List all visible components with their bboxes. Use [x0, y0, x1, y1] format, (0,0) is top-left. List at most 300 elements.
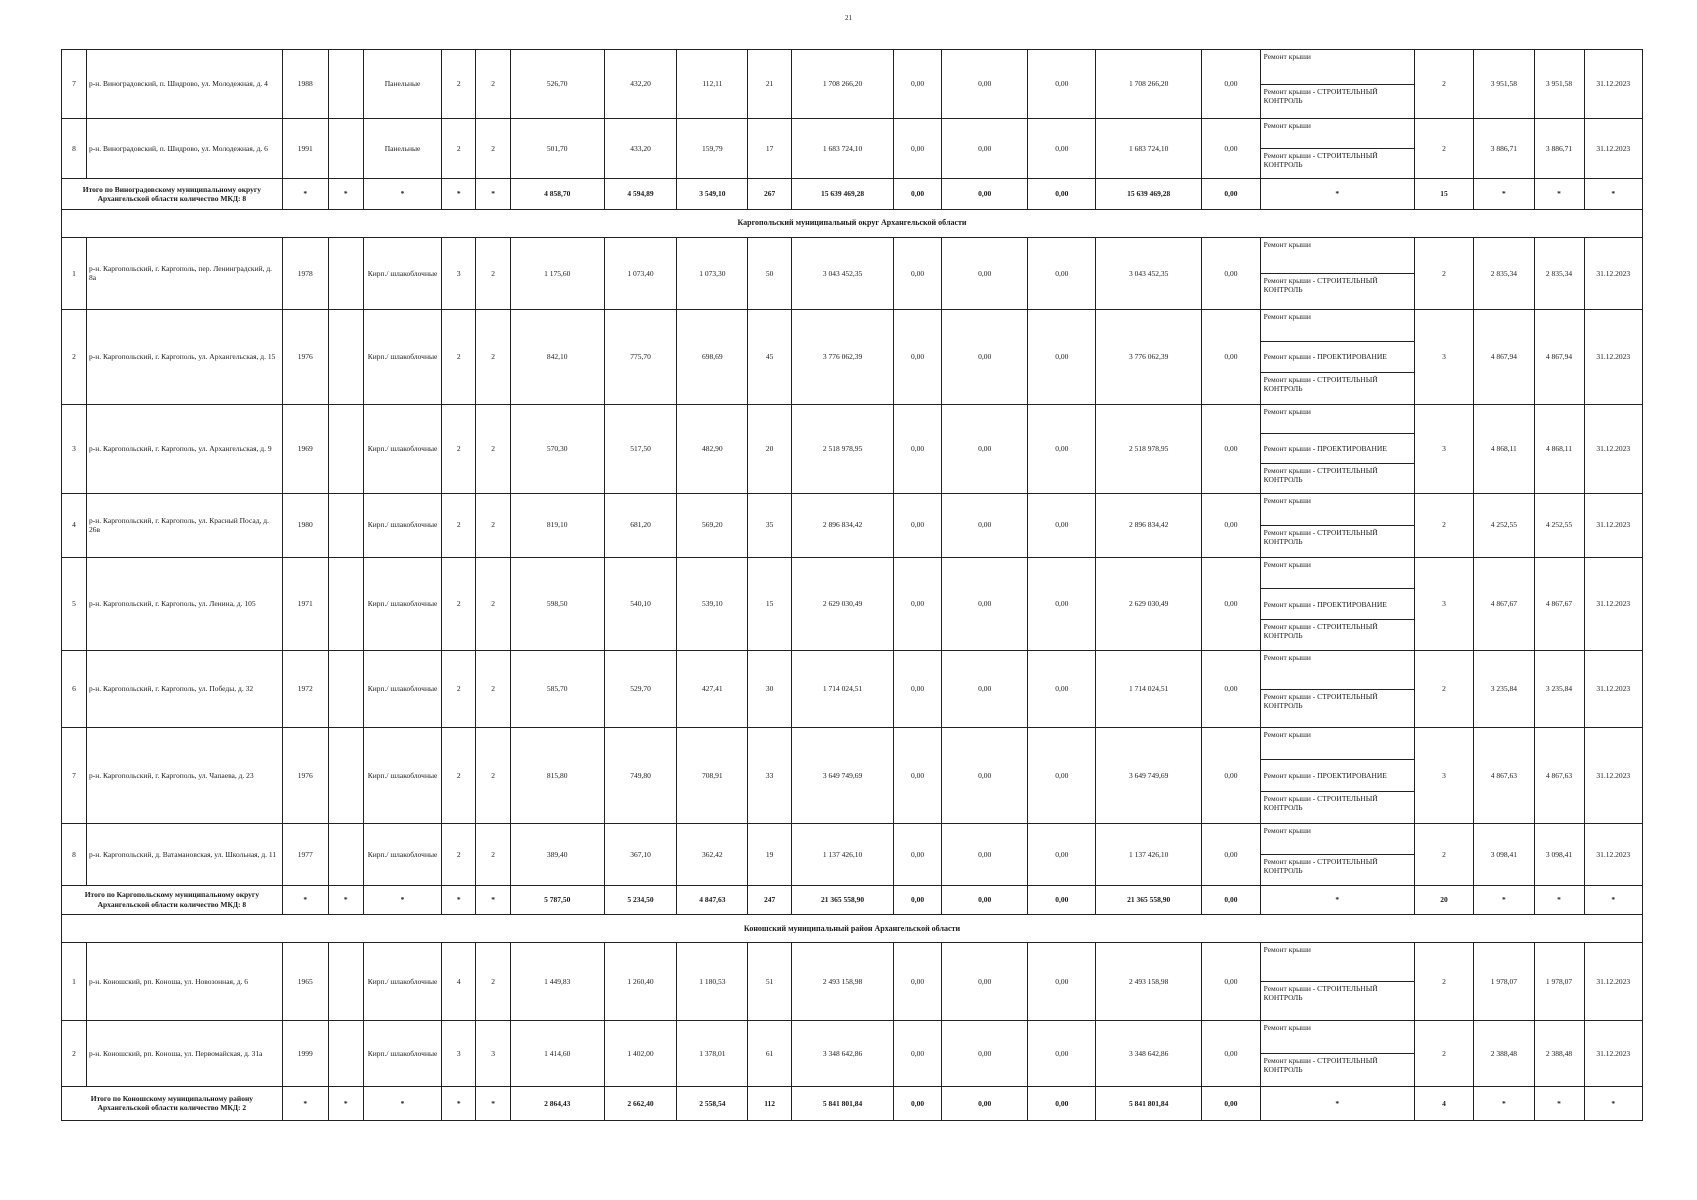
- table-row: [62, 651, 1643, 727]
- area-total-cell: 598,50: [510, 557, 604, 651]
- total-entrances: *: [476, 885, 510, 914]
- work-item: Ремонт крыши - СТРОИТЕЛЬНЫЙ КОНТРОЛЬ: [1261, 619, 1414, 650]
- unit1-cell: 3 951,58: [1474, 50, 1534, 119]
- work-item: Ремонт крыши - СТРОИТЕЛЬНЫЙ КОНТРОЛЬ: [1261, 981, 1414, 1020]
- residents-cell: 33: [748, 727, 792, 823]
- cost-total-cell: 2 896 834,42: [792, 493, 894, 557]
- total-cost-f2: 0,00: [941, 1086, 1027, 1120]
- cost-f3-cell: 0,00: [1028, 119, 1096, 179]
- cost-f3-cell: 0,00: [1028, 404, 1096, 493]
- date-cell: 31.12.2023: [1584, 237, 1642, 309]
- table-row: [62, 50, 1643, 119]
- wall-cell: Панельные: [364, 50, 442, 119]
- total-unit2: *: [1534, 178, 1584, 209]
- area-living-cell: 432,20: [604, 50, 677, 119]
- area-total-cell: 815,80: [510, 727, 604, 823]
- works-cell: [1260, 943, 1414, 1020]
- cost-total-cell: 1 683 724,10: [792, 119, 894, 179]
- unit1-cell: 4 867,63: [1474, 727, 1534, 823]
- area-total-cell: 819,10: [510, 493, 604, 557]
- work-item: Ремонт крыши: [1263, 825, 1311, 835]
- total-unit1: *: [1474, 178, 1534, 209]
- work-item: Ремонт крыши - СТРОИТЕЛЬНЫЙ КОНТРОЛЬ: [1261, 463, 1414, 493]
- works-cell: [1260, 493, 1414, 557]
- work-item: Ремонт крыши - СТРОИТЕЛЬНЫЙ КОНТРОЛЬ: [1261, 372, 1414, 404]
- area-living-cell: 1 402,00: [604, 1020, 677, 1086]
- cost-f4-cell: 2 896 834,42: [1096, 493, 1202, 557]
- area-res-cell: 1 378,01: [677, 1020, 748, 1086]
- cost-total-cell: 1 137 426,10: [792, 823, 894, 885]
- works-list: [1261, 728, 1414, 823]
- total-unit1: *: [1474, 885, 1534, 914]
- area-total-cell: 585,70: [510, 651, 604, 727]
- year-cell: 1991: [282, 119, 328, 179]
- work-item: Ремонт крыши: [1263, 121, 1311, 131]
- area-living-cell: 540,10: [604, 557, 677, 651]
- cost-f5-cell: 0,00: [1202, 1020, 1260, 1086]
- year-cell: 1978: [282, 237, 328, 309]
- works-cell: [1260, 557, 1414, 651]
- cost-f5-cell: 0,00: [1202, 50, 1260, 119]
- total-entrances: *: [476, 1086, 510, 1120]
- work-item: Ремонт крыши - СТРОИТЕЛЬНЫЙ КОНТРОЛЬ: [1261, 854, 1414, 885]
- year2-cell: [328, 823, 363, 885]
- count-cell: 2: [1414, 119, 1473, 179]
- total-cost-total: 5 841 801,84: [792, 1086, 894, 1120]
- area-res-cell: 427,41: [677, 651, 748, 727]
- area-res-cell: 1 073,30: [677, 237, 748, 309]
- row-number: 7: [62, 727, 87, 823]
- unit1-cell: 3 235,84: [1474, 651, 1534, 727]
- unit1-cell: 2 388,48: [1474, 1020, 1534, 1086]
- total-unit1: *: [1474, 1086, 1534, 1120]
- works-list: [1261, 238, 1414, 309]
- floors-cell: 2: [442, 651, 476, 727]
- works-list: [1261, 943, 1414, 1019]
- work-item: Ремонт крыши - ПРОЕКТИРОВАНИЕ: [1261, 759, 1414, 791]
- total-unit2: *: [1534, 885, 1584, 914]
- total-cost-f1: 0,00: [894, 1086, 942, 1120]
- year2-cell: [328, 119, 363, 179]
- cost-total-cell: 3 348 642,86: [792, 1020, 894, 1086]
- total-residents: 247: [748, 885, 792, 914]
- total-row: [62, 1086, 1643, 1120]
- address-cell: р-н. Каргопольский, г. Каргополь, ул. Архангельская, д. 15: [86, 309, 282, 404]
- total-wall: *: [364, 885, 442, 914]
- total-floors: *: [442, 178, 476, 209]
- floors-cell: 2: [442, 727, 476, 823]
- cost-f3-cell: 0,00: [1028, 1020, 1096, 1086]
- cost-f5-cell: 0,00: [1202, 309, 1260, 404]
- year-cell: 1971: [282, 557, 328, 651]
- cost-f1-cell: 0,00: [894, 557, 942, 651]
- total-date: *: [1584, 885, 1642, 914]
- table-row: [62, 823, 1643, 885]
- entrances-cell: 2: [476, 651, 510, 727]
- wall-cell: Кирп./ шлакоблочные: [364, 557, 442, 651]
- total-area-res: 3 549,10: [677, 178, 748, 209]
- unit2-cell: 3 235,84: [1534, 651, 1584, 727]
- work-item: Ремонт крыши: [1263, 311, 1311, 321]
- unit2-cell: 3 098,41: [1534, 823, 1584, 885]
- row-number: 5: [62, 557, 87, 651]
- area-res-cell: 708,91: [677, 727, 748, 823]
- entrances-cell: 2: [476, 823, 510, 885]
- unit1-cell: 3 098,41: [1474, 823, 1534, 885]
- area-living-cell: 517,50: [604, 404, 677, 493]
- works-list: [1261, 651, 1414, 726]
- year-cell: 1976: [282, 727, 328, 823]
- year2-cell: [328, 237, 363, 309]
- row-number: 3: [62, 404, 87, 493]
- cost-f5-cell: 0,00: [1202, 727, 1260, 823]
- residents-cell: 15: [748, 557, 792, 651]
- row-number: 6: [62, 651, 87, 727]
- area-living-cell: 1 260,40: [604, 943, 677, 1020]
- year-cell: 1988: [282, 50, 328, 119]
- cost-f2-cell: 0,00: [941, 404, 1027, 493]
- table-row: [62, 943, 1643, 1020]
- area-res-cell: 539,10: [677, 557, 748, 651]
- cost-total-cell: 3 043 452,35: [792, 237, 894, 309]
- work-item: Ремонт крыши: [1263, 495, 1311, 505]
- wall-cell: Панельные: [364, 119, 442, 179]
- page-number: 21: [845, 14, 852, 22]
- total-unit2: *: [1534, 1086, 1584, 1120]
- work-item: Ремонт крыши: [1263, 239, 1311, 249]
- floors-cell: 2: [442, 493, 476, 557]
- address-cell: р-н. Каргопольский, г. Каргополь, ул. Архангельская, д. 9: [86, 404, 282, 493]
- cost-f3-cell: 0,00: [1028, 50, 1096, 119]
- total-area-total: 4 858,70: [510, 178, 604, 209]
- cost-f2-cell: 0,00: [941, 1020, 1027, 1086]
- cost-f3-cell: 0,00: [1028, 557, 1096, 651]
- date-cell: 31.12.2023: [1584, 943, 1642, 1020]
- year2-cell: [328, 50, 363, 119]
- cost-total-cell: 3 776 062,39: [792, 309, 894, 404]
- cost-f2-cell: 0,00: [941, 557, 1027, 651]
- total-cost-f4: 5 841 801,84: [1096, 1086, 1202, 1120]
- date-cell: 31.12.2023: [1584, 119, 1642, 179]
- area-res-cell: 698,69: [677, 309, 748, 404]
- wall-cell: Кирп./ шлакоблочные: [364, 943, 442, 1020]
- year2-cell: [328, 727, 363, 823]
- total-year: *: [282, 1086, 328, 1120]
- residents-cell: 61: [748, 1020, 792, 1086]
- total-works: *: [1260, 178, 1414, 209]
- area-living-cell: 367,10: [604, 823, 677, 885]
- total-cost-f4: 15 639 469,28: [1096, 178, 1202, 209]
- table-row: [62, 727, 1643, 823]
- cost-f1-cell: 0,00: [894, 404, 942, 493]
- works-cell: [1260, 823, 1414, 885]
- floors-cell: 2: [442, 119, 476, 179]
- date-cell: 31.12.2023: [1584, 1020, 1642, 1086]
- cost-f5-cell: 0,00: [1202, 557, 1260, 651]
- area-total-cell: 570,30: [510, 404, 604, 493]
- wall-cell: Кирп./ шлакоблочные: [364, 651, 442, 727]
- cost-total-cell: 2 493 158,98: [792, 943, 894, 1020]
- floors-cell: 2: [442, 404, 476, 493]
- work-item: Ремонт крыши - ПРОЕКТИРОВАНИЕ: [1261, 341, 1414, 373]
- count-cell: 2: [1414, 943, 1473, 1020]
- total-works: *: [1260, 1086, 1414, 1120]
- cost-f5-cell: 0,00: [1202, 651, 1260, 727]
- floors-cell: 4: [442, 943, 476, 1020]
- row-number: 2: [62, 1020, 87, 1086]
- total-area-living: 4 594,89: [604, 178, 677, 209]
- address-cell: р-н. Каргопольский, г. Каргополь, ул. Ленина, д. 105: [86, 557, 282, 651]
- total-floors: *: [442, 1086, 476, 1120]
- entrances-cell: 2: [476, 493, 510, 557]
- total-row: [62, 178, 1643, 209]
- repair-register-table: [61, 49, 1643, 1121]
- total-cost-total: 15 639 469,28: [792, 178, 894, 209]
- cost-f4-cell: 1 683 724,10: [1096, 119, 1202, 179]
- residents-cell: 51: [748, 943, 792, 1020]
- area-living-cell: 1 073,40: [604, 237, 677, 309]
- wall-cell: Кирп./ шлакоблочные: [364, 404, 442, 493]
- works-list: [1261, 405, 1414, 493]
- address-cell: р-н. Каргопольский, г. Каргополь, ул. Победы, д. 32: [86, 651, 282, 727]
- total-works: *: [1260, 885, 1414, 914]
- area-living-cell: 775,70: [604, 309, 677, 404]
- total-label: Итого по Виноградовскому муниципальному округу Архангельской области количество МКД: 8: [62, 178, 283, 209]
- unit1-cell: 4 867,94: [1474, 309, 1534, 404]
- work-item: Ремонт крыши - СТРОИТЕЛЬНЫЙ КОНТРОЛЬ: [1261, 525, 1414, 557]
- cost-f4-cell: 3 043 452,35: [1096, 237, 1202, 309]
- row-number: 1: [62, 943, 87, 1020]
- section-header-row: [62, 209, 1643, 237]
- date-cell: 31.12.2023: [1584, 493, 1642, 557]
- year-cell: 1969: [282, 404, 328, 493]
- works-cell: [1260, 237, 1414, 309]
- total-residents: 267: [748, 178, 792, 209]
- area-living-cell: 681,20: [604, 493, 677, 557]
- wall-cell: Кирп./ шлакоблочные: [364, 309, 442, 404]
- residents-cell: 21: [748, 50, 792, 119]
- wall-cell: Кирп./ шлакоблочные: [364, 727, 442, 823]
- address-cell: р-н. Коношский, рп. Коноша, ул. Первомайская, д. 31а: [86, 1020, 282, 1086]
- cost-f1-cell: 0,00: [894, 1020, 942, 1086]
- work-item: Ремонт крыши - СТРОИТЕЛЬНЫЙ КОНТРОЛЬ: [1261, 273, 1414, 309]
- address-cell: р-н. Виноградовский, п. Шидрово, ул. Молодежная, д. 6: [86, 119, 282, 179]
- cost-f3-cell: 0,00: [1028, 823, 1096, 885]
- total-wall: *: [364, 1086, 442, 1120]
- cost-f3-cell: 0,00: [1028, 309, 1096, 404]
- unit1-cell: 4 252,55: [1474, 493, 1534, 557]
- area-total-cell: 1 175,60: [510, 237, 604, 309]
- count-cell: 2: [1414, 50, 1473, 119]
- cost-f4-cell: 1 137 426,10: [1096, 823, 1202, 885]
- works-cell: [1260, 309, 1414, 404]
- total-cost-f5: 0,00: [1202, 178, 1260, 209]
- cost-f2-cell: 0,00: [941, 50, 1027, 119]
- address-cell: р-н. Каргопольский, г. Каргополь, ул. Чапаева, д. 23: [86, 727, 282, 823]
- cost-f4-cell: 2 518 978,95: [1096, 404, 1202, 493]
- row-number: 7: [62, 50, 87, 119]
- total-count: 15: [1414, 178, 1473, 209]
- year-cell: 1965: [282, 943, 328, 1020]
- work-item: Ремонт крыши: [1263, 653, 1311, 663]
- work-item: Ремонт крыши: [1263, 52, 1311, 61]
- year-cell: 1972: [282, 651, 328, 727]
- residents-cell: 35: [748, 493, 792, 557]
- date-cell: 31.12.2023: [1584, 404, 1642, 493]
- cost-total-cell: 2 629 030,49: [792, 557, 894, 651]
- address-cell: р-н. Виноградовский, п. Шидрово, ул. Молодежная, д. 4: [86, 50, 282, 119]
- residents-cell: 45: [748, 309, 792, 404]
- work-item: Ремонт крыши - СТРОИТЕЛЬНЫЙ КОНТРОЛЬ: [1261, 148, 1414, 178]
- cost-f2-cell: 0,00: [941, 237, 1027, 309]
- section-header-row: [62, 914, 1643, 943]
- cost-total-cell: 2 518 978,95: [792, 404, 894, 493]
- row-number: 2: [62, 309, 87, 404]
- area-total-cell: 501,70: [510, 119, 604, 179]
- works-cell: [1260, 50, 1414, 119]
- cost-f3-cell: 0,00: [1028, 943, 1096, 1020]
- cost-f3-cell: 0,00: [1028, 237, 1096, 309]
- cost-total-cell: 3 649 749,69: [792, 727, 894, 823]
- floors-cell: 2: [442, 50, 476, 119]
- table-row: [62, 1020, 1643, 1086]
- cost-f4-cell: 1 714 024,51: [1096, 651, 1202, 727]
- work-item: Ремонт крыши: [1263, 729, 1311, 739]
- works-list: [1261, 824, 1414, 885]
- wall-cell: Кирп./ шлакоблочные: [364, 237, 442, 309]
- count-cell: 3: [1414, 727, 1473, 823]
- area-res-cell: 569,20: [677, 493, 748, 557]
- area-total-cell: 1 414,60: [510, 1020, 604, 1086]
- unit2-cell: 3 951,58: [1534, 50, 1584, 119]
- date-cell: 31.12.2023: [1584, 50, 1642, 119]
- cost-f2-cell: 0,00: [941, 119, 1027, 179]
- floors-cell: 3: [442, 237, 476, 309]
- unit2-cell: 4 867,67: [1534, 557, 1584, 651]
- total-cost-f2: 0,00: [941, 885, 1027, 914]
- entrances-cell: 2: [476, 404, 510, 493]
- total-floors: *: [442, 885, 476, 914]
- entrances-cell: 2: [476, 309, 510, 404]
- area-res-cell: 112,11: [677, 50, 748, 119]
- cost-f1-cell: 0,00: [894, 50, 942, 119]
- cost-total-cell: 1 714 024,51: [792, 651, 894, 727]
- cost-f3-cell: 0,00: [1028, 651, 1096, 727]
- date-cell: 31.12.2023: [1584, 309, 1642, 404]
- count-cell: 3: [1414, 309, 1473, 404]
- total-label: Итого по Каргопольскому муниципальному округу Архангельской области количество МКД: 8: [62, 885, 283, 914]
- entrances-cell: 2: [476, 119, 510, 179]
- year2-cell: [328, 943, 363, 1020]
- cost-f5-cell: 0,00: [1202, 943, 1260, 1020]
- total-date: *: [1584, 178, 1642, 209]
- cost-f1-cell: 0,00: [894, 651, 942, 727]
- total-cost-f5: 0,00: [1202, 885, 1260, 914]
- unit2-cell: 2 835,34: [1534, 237, 1584, 309]
- unit2-cell: 4 867,94: [1534, 309, 1584, 404]
- work-item: Ремонт крыши - СТРОИТЕЛЬНЫЙ КОНТРОЛЬ: [1261, 689, 1414, 727]
- cost-f4-cell: 2 493 158,98: [1096, 943, 1202, 1020]
- cost-f1-cell: 0,00: [894, 119, 942, 179]
- date-cell: 31.12.2023: [1584, 823, 1642, 885]
- area-living-cell: 433,20: [604, 119, 677, 179]
- table-row: [62, 309, 1643, 404]
- area-living-cell: 529,70: [604, 651, 677, 727]
- cost-f5-cell: 0,00: [1202, 493, 1260, 557]
- cost-f1-cell: 0,00: [894, 727, 942, 823]
- unit2-cell: 4 252,55: [1534, 493, 1584, 557]
- year-cell: 1980: [282, 493, 328, 557]
- cost-f5-cell: 0,00: [1202, 237, 1260, 309]
- total-cost-f1: 0,00: [894, 178, 942, 209]
- cost-f2-cell: 0,00: [941, 943, 1027, 1020]
- works-list: [1261, 558, 1414, 651]
- entrances-cell: 2: [476, 50, 510, 119]
- area-total-cell: 526,70: [510, 50, 604, 119]
- unit2-cell: 1 978,07: [1534, 943, 1584, 1020]
- year2-cell: [328, 493, 363, 557]
- entrances-cell: 2: [476, 727, 510, 823]
- total-area-res: 4 847,63: [677, 885, 748, 914]
- cost-f1-cell: 0,00: [894, 943, 942, 1020]
- cost-f1-cell: 0,00: [894, 493, 942, 557]
- works-list: [1261, 310, 1414, 404]
- row-number: 4: [62, 493, 87, 557]
- entrances-cell: 3: [476, 1020, 510, 1086]
- residents-cell: 30: [748, 651, 792, 727]
- cost-f1-cell: 0,00: [894, 309, 942, 404]
- table-row: [62, 557, 1643, 651]
- cost-f4-cell: 3 348 642,86: [1096, 1020, 1202, 1086]
- residents-cell: 17: [748, 119, 792, 179]
- works-cell: [1260, 727, 1414, 823]
- address-cell: р-н. Каргопольский, г. Каргополь, ул. Красный Посад, д. 26в: [86, 493, 282, 557]
- floors-cell: 2: [442, 557, 476, 651]
- residents-cell: 19: [748, 823, 792, 885]
- year2-cell: [328, 309, 363, 404]
- work-item: Ремонт крыши: [1263, 406, 1311, 416]
- area-total-cell: 389,40: [510, 823, 604, 885]
- residents-cell: 50: [748, 237, 792, 309]
- address-cell: р-н. Каргопольский, г. Каргополь, пер. Ленинградский, д. 8а: [86, 237, 282, 309]
- total-year2: *: [328, 178, 363, 209]
- total-cost-f3: 0,00: [1028, 1086, 1096, 1120]
- count-cell: 2: [1414, 493, 1473, 557]
- work-item: Ремонт крыши - СТРОИТЕЛЬНЫЙ КОНТРОЛЬ: [1261, 84, 1414, 119]
- total-cost-f4: 21 365 558,90: [1096, 885, 1202, 914]
- unit1-cell: 4 867,67: [1474, 557, 1534, 651]
- area-res-cell: 159,79: [677, 119, 748, 179]
- area-living-cell: 749,80: [604, 727, 677, 823]
- works-cell: [1260, 1020, 1414, 1086]
- count-cell: 3: [1414, 404, 1473, 493]
- count-cell: 2: [1414, 237, 1473, 309]
- total-area-living: 2 662,40: [604, 1086, 677, 1120]
- total-cost-f2: 0,00: [941, 178, 1027, 209]
- area-res-cell: 482,90: [677, 404, 748, 493]
- total-residents: 112: [748, 1086, 792, 1120]
- works-cell: [1260, 651, 1414, 727]
- area-total-cell: 1 449,83: [510, 943, 604, 1020]
- unit1-cell: 2 835,34: [1474, 237, 1534, 309]
- date-cell: 31.12.2023: [1584, 651, 1642, 727]
- total-wall: *: [364, 178, 442, 209]
- unit1-cell: 4 868,11: [1474, 404, 1534, 493]
- cost-f5-cell: 0,00: [1202, 404, 1260, 493]
- area-total-cell: 842,10: [510, 309, 604, 404]
- floors-cell: 3: [442, 1020, 476, 1086]
- cost-f1-cell: 0,00: [894, 823, 942, 885]
